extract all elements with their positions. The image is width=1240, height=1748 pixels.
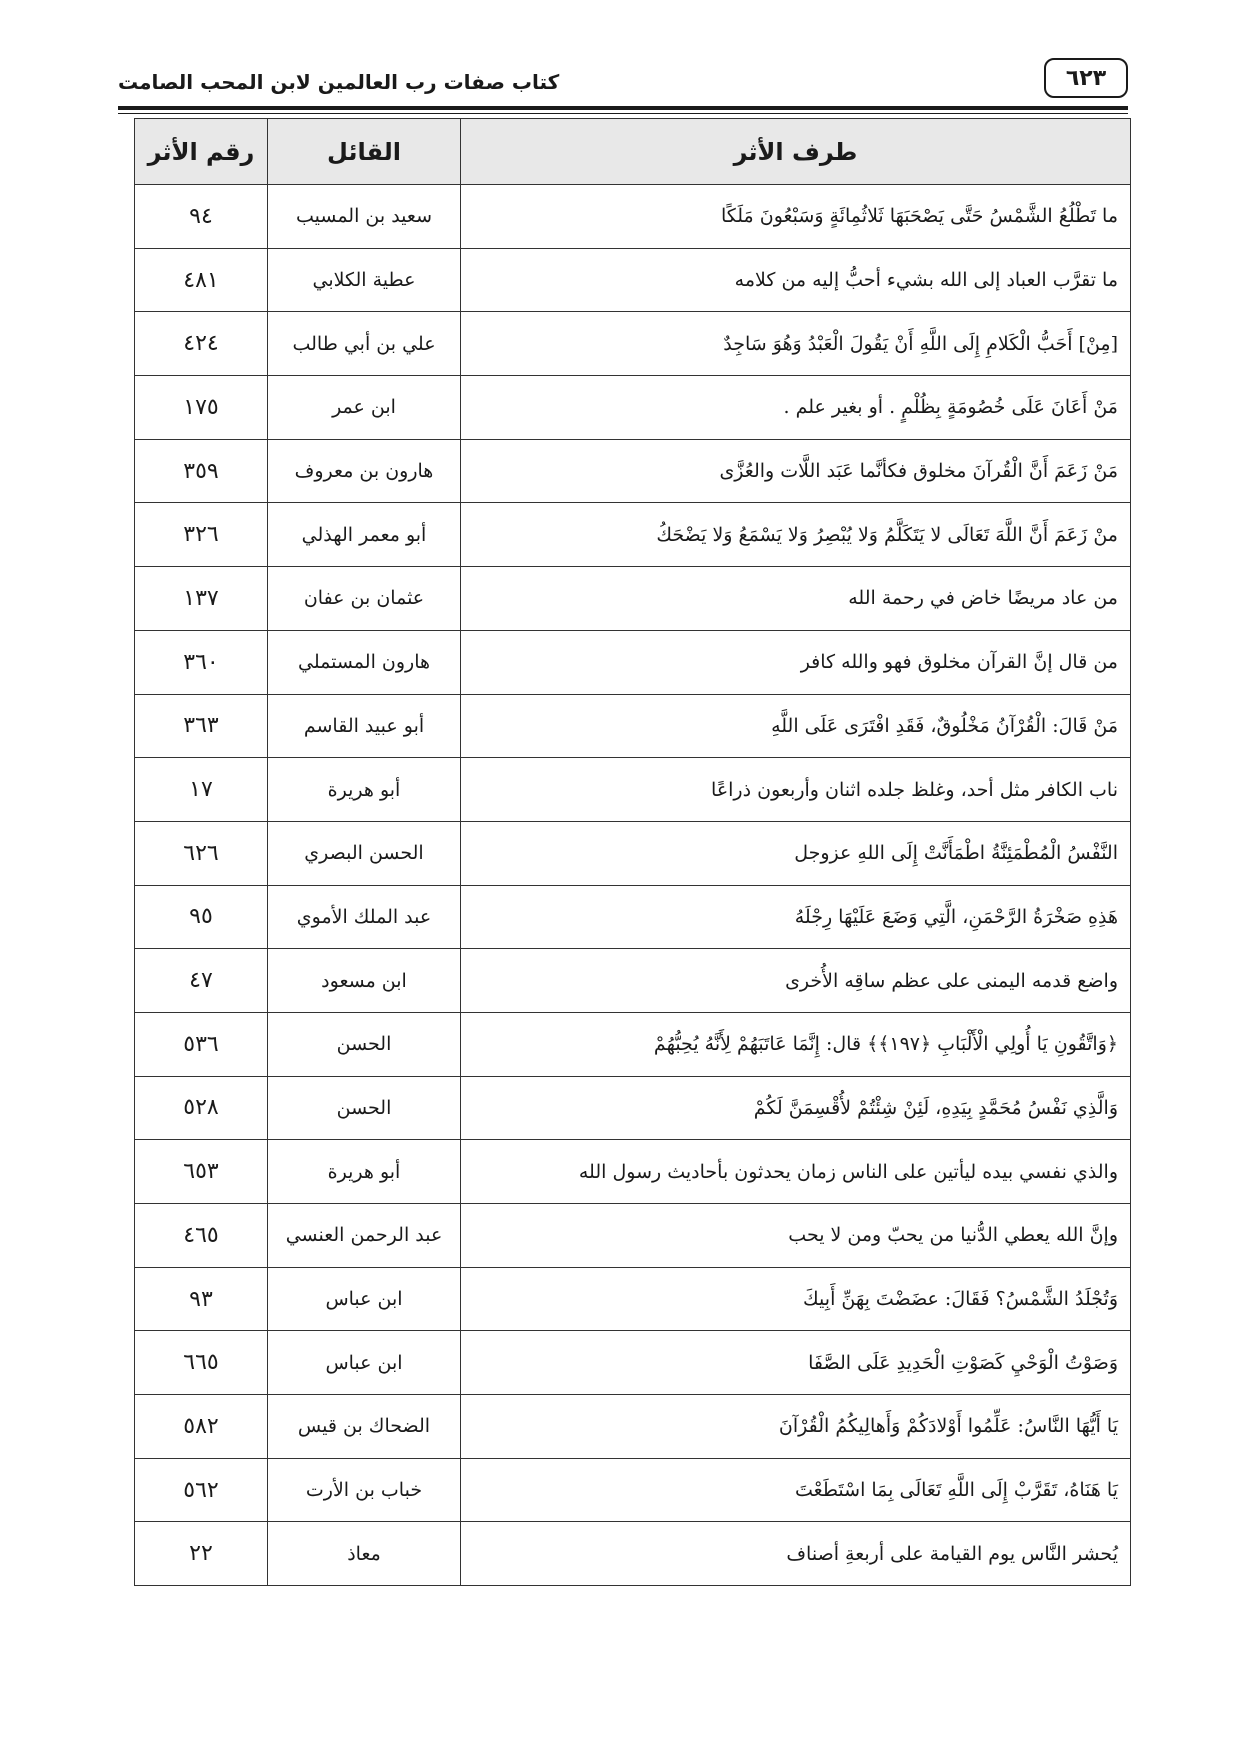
narration-speaker: أبو هريرة bbox=[268, 1140, 461, 1204]
narration-number: ٢٢ bbox=[135, 1522, 268, 1586]
table-row bbox=[135, 1204, 1131, 1268]
narration-text: وَالَّذِي نَفْسُ مُحَمَّدٍ بِيَدِهِ، لَئِنْ شِئْتُمْ لأُقْسِمَنَّ لَكُمْ bbox=[461, 1076, 1131, 1140]
narration-number: ٦٦٥ bbox=[135, 1331, 268, 1395]
table-row bbox=[135, 185, 1131, 249]
narration-text: منْ زَعَمَ أَنَّ اللَّهَ تَعَالَى لا يَتَكَلَّمُ وَلا يُبْصِرُ وَلا يَسْمَعُ وَلا يَضْحَكُ bbox=[461, 503, 1131, 567]
narration-number: ٤٦٥ bbox=[135, 1204, 268, 1268]
narration-speaker: معاذ bbox=[268, 1522, 461, 1586]
narration-speaker: الحسن bbox=[268, 1012, 461, 1076]
narration-text: يُحشر النَّاس يوم القيامة على أربعةِ أصناف bbox=[461, 1522, 1131, 1586]
narration-number: ٩٤ bbox=[135, 185, 268, 249]
table-row bbox=[135, 1395, 1131, 1459]
narration-number: ٥٦٢ bbox=[135, 1458, 268, 1522]
table-row bbox=[135, 1458, 1131, 1522]
table-row bbox=[135, 439, 1131, 503]
table-row bbox=[135, 694, 1131, 758]
narration-speaker: أبو معمر الهذلي bbox=[268, 503, 461, 567]
narration-number: ٩٣ bbox=[135, 1267, 268, 1331]
narration-text: النَّفْسُ الْمُطْمَئِنَّةُ اطْمَأَنَّتْ إِلَى اللهِ عزوجل bbox=[461, 821, 1131, 885]
narration-number: ٦٥٣ bbox=[135, 1140, 268, 1204]
table-row bbox=[135, 630, 1131, 694]
narration-number: ٣٢٦ bbox=[135, 503, 268, 567]
narration-number: ٤٢٤ bbox=[135, 312, 268, 376]
narration-speaker: عبد الرحمن العنسي bbox=[268, 1204, 461, 1268]
narration-text: وإنَّ الله يعطي الدُّنيا من يحبّ ومن لا يحب bbox=[461, 1204, 1131, 1268]
narrations-index-table bbox=[134, 118, 1131, 1586]
header-rule-thin bbox=[118, 113, 1128, 114]
narration-speaker: ابن عباس bbox=[268, 1331, 461, 1395]
column-header-text: طرف الأثر bbox=[461, 119, 1131, 185]
narration-speaker: أبو هريرة bbox=[268, 758, 461, 822]
narration-speaker: الحسن bbox=[268, 1076, 461, 1140]
narration-speaker: عطية الكلابي bbox=[268, 248, 461, 312]
narration-text: ناب الكافر مثل أحد، وغلظ جلده اثنان وأربعون ذراعًا bbox=[461, 758, 1131, 822]
book-title: كتاب صفات رب العالمين لابن المحب الصامت bbox=[118, 70, 560, 94]
narration-text: من عاد مريضًا خاض في رحمة الله bbox=[461, 567, 1131, 631]
narration-number: ٥٣٦ bbox=[135, 1012, 268, 1076]
table-row bbox=[135, 312, 1131, 376]
narration-number: ٣٥٩ bbox=[135, 439, 268, 503]
table-row bbox=[135, 1140, 1131, 1204]
narration-text: وَصَوْتُ الْوَحْيِ كَصَوْتِ الْحَدِيدِ عَلَى الصَّفَا bbox=[461, 1331, 1131, 1395]
narration-speaker: عثمان بن عفان bbox=[268, 567, 461, 631]
table-row bbox=[135, 248, 1131, 312]
narration-text: مَنْ أَعَانَ عَلَى خُصُومَةٍ بِظُلْمٍ . أو بغير علم . bbox=[461, 376, 1131, 440]
narration-speaker: أبو عبيد القاسم bbox=[268, 694, 461, 758]
table-row bbox=[135, 885, 1131, 949]
narration-number: ١٧٥ bbox=[135, 376, 268, 440]
narration-number: ٥٨٢ bbox=[135, 1395, 268, 1459]
table-row bbox=[135, 1267, 1131, 1331]
narration-text: يَا أَيُّهَا النَّاسُ: عَلِّمُوا أَوْلادَكُمْ وَأَهالِيكُمُ الْقُرْآنَ bbox=[461, 1395, 1131, 1459]
narration-text: من قال إنَّ القرآن مخلوق فهو والله كافر bbox=[461, 630, 1131, 694]
header-rule bbox=[118, 106, 1128, 110]
table-header-row bbox=[135, 119, 1131, 185]
narration-speaker: الضحاك بن قيس bbox=[268, 1395, 461, 1459]
table-row bbox=[135, 1076, 1131, 1140]
narration-number: ١٣٧ bbox=[135, 567, 268, 631]
table-row bbox=[135, 1331, 1131, 1395]
narration-speaker: سعيد بن المسيب bbox=[268, 185, 461, 249]
table-row bbox=[135, 1012, 1131, 1076]
narration-text: مَنْ زَعَمَ أَنَّ الْقُرآنَ مخلوق فكأنَّما عَبَد اللَّات والعُزَّى bbox=[461, 439, 1131, 503]
narration-text: ما تقرَّب العباد إلى الله بشيء أحبُّ إليه من كلامه bbox=[461, 248, 1131, 312]
narration-speaker: خباب بن الأرت bbox=[268, 1458, 461, 1522]
narration-speaker: ابن عمر bbox=[268, 376, 461, 440]
narration-text: هَذِهِ صَخْرَةُ الرَّحْمَنِ، الَّتِي وَضَعَ عَلَيْهَا رِجْلَهُ bbox=[461, 885, 1131, 949]
narration-text: ما تَطْلُعُ الشَّمْسُ حَتَّى يَصْحَبَهَا ثَلاثُمِائَةٍ وَسَبْعُونَ مَلَكًا bbox=[461, 185, 1131, 249]
narration-number: ٣٦٣ bbox=[135, 694, 268, 758]
table-row bbox=[135, 949, 1131, 1013]
table-row bbox=[135, 758, 1131, 822]
page-header bbox=[118, 52, 1128, 108]
narration-speaker: هارون المستملي bbox=[268, 630, 461, 694]
table-row bbox=[135, 503, 1131, 567]
narration-text: واضع قدمه اليمنى على عظم ساقِه الأُخرى bbox=[461, 949, 1131, 1013]
column-header-number: رقم الأثر bbox=[135, 119, 268, 185]
narration-speaker: هارون بن معروف bbox=[268, 439, 461, 503]
narration-text: والذي نفسي بيده ليأتين على الناس زمان يحدثون بأحاديث رسول الله bbox=[461, 1140, 1131, 1204]
narration-number: ٦٢٦ bbox=[135, 821, 268, 885]
narration-text: يَا هَنَاهُ، تَقَرَّبْ إِلَى اللَّهِ تَعَالَى بِمَا اسْتَطَعْتَ bbox=[461, 1458, 1131, 1522]
narration-text: مَنْ قَالَ: الْقُرْآنُ مَخْلُوقٌ، فَقَدِ افْتَرَى عَلَى اللَّهِ bbox=[461, 694, 1131, 758]
page-number: ٦٢٣ bbox=[1044, 58, 1128, 98]
narration-speaker: ابن مسعود bbox=[268, 949, 461, 1013]
narration-number: ٤٨١ bbox=[135, 248, 268, 312]
narration-number: ٥٢٨ bbox=[135, 1076, 268, 1140]
narration-number: ١٧ bbox=[135, 758, 268, 822]
narration-number: ٤٧ bbox=[135, 949, 268, 1013]
narration-text: ﴿وَاتَّقُونِ يَا أُولِي الْأَلْبَابِ ﴿١٩٧﴾﴾ قال: إِنَّمَا عَاتَبَهُمْ لِأَنَّهُ يُحِبُّهُمْ bbox=[461, 1012, 1131, 1076]
narration-number: ٣٦٠ bbox=[135, 630, 268, 694]
narration-text: وَتُجْلَدُ الشَّمْسُ؟ فَقَالَ: عضَضْتَ بِهَنِّ أَبِيكَ bbox=[461, 1267, 1131, 1331]
table-row bbox=[135, 821, 1131, 885]
column-header-speaker: القائل bbox=[268, 119, 461, 185]
table-row bbox=[135, 376, 1131, 440]
narration-speaker: الحسن البصري bbox=[268, 821, 461, 885]
narration-speaker: علي بن أبي طالب bbox=[268, 312, 461, 376]
table-row bbox=[135, 567, 1131, 631]
narration-text: [مِنْ] أَحَبُّ الْكَلامِ إِلَى اللَّهِ أَنْ يَقُولَ الْعَبْدُ وَهُوَ سَاجِدٌ bbox=[461, 312, 1131, 376]
narration-number: ٩٥ bbox=[135, 885, 268, 949]
narration-speaker: ابن عباس bbox=[268, 1267, 461, 1331]
table-row bbox=[135, 1522, 1131, 1586]
narration-speaker: عبد الملك الأموي bbox=[268, 885, 461, 949]
